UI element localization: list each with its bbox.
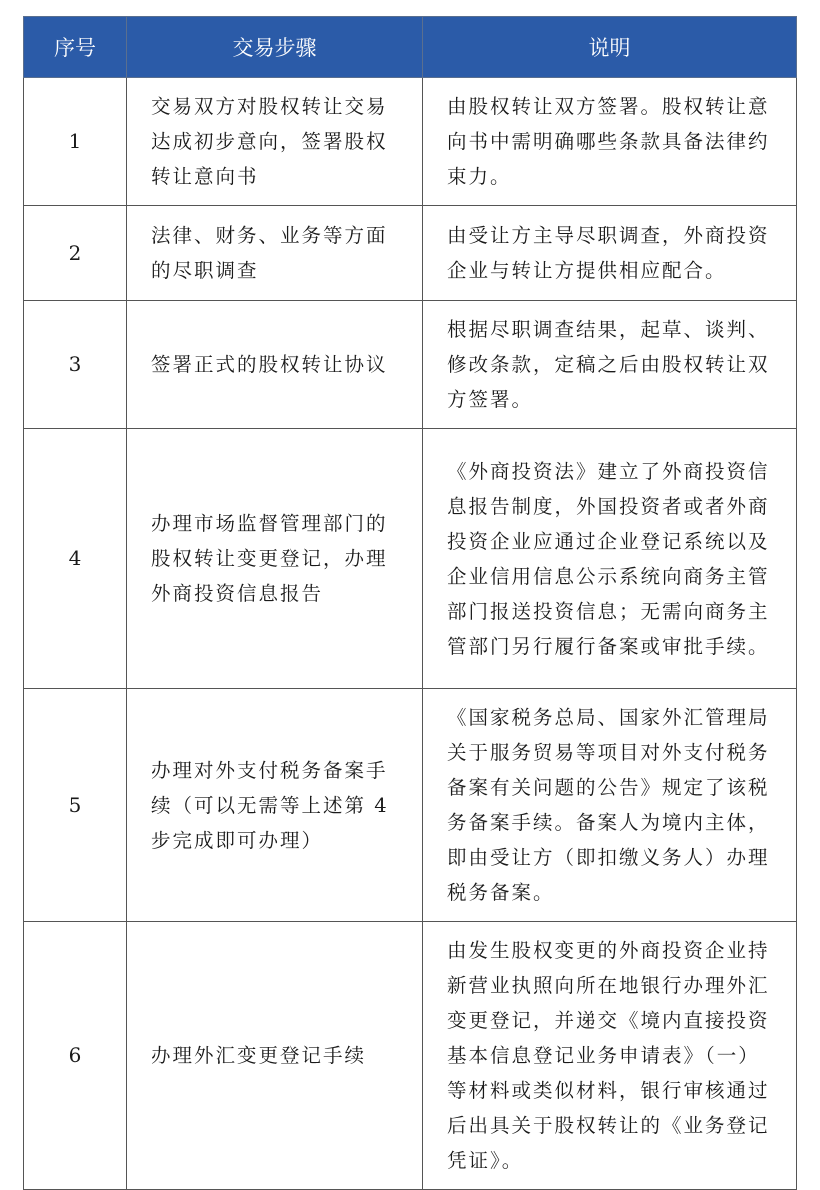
row-step: 签署正式的股权转让协议 <box>127 301 423 429</box>
row-note: 由发生股权变更的外商投资企业持新营业执照向所在地银行办理外汇变更登记，并递交《境内直接投资基本信息登记业务申请表》（一）等材料或类似材料，银行审核通过后出具关于股权转让的《业务登记凭证》。 <box>423 922 797 1190</box>
row-step: 办理对外支付税务备案手续（可以无需等上述第 4 步完成即可办理） <box>127 689 423 922</box>
table-row <box>24 689 797 922</box>
row-note: 由股权转让双方签署。股权转让意向书中需明确哪些条款具备法律约束力。 <box>423 78 797 206</box>
header-note: 说明 <box>423 17 797 78</box>
header-step: 交易步骤 <box>127 17 423 78</box>
table-row <box>24 429 797 689</box>
header-row <box>24 17 797 78</box>
table-row <box>24 301 797 429</box>
row-step: 法律、财务、业务等方面的尽职调查 <box>127 206 423 301</box>
row-num: 2 <box>24 206 127 301</box>
table-row <box>24 78 797 206</box>
row-note: 《国家税务总局、国家外汇管理局关于服务贸易等项目对外支付税务备案有关问题的公告》规定了该税务备案手续。备案人为境内主体，即由受让方（即扣缴义务人）办理税务备案。 <box>423 689 797 922</box>
steps-table <box>23 16 797 1190</box>
row-num: 6 <box>24 922 127 1190</box>
steps-table-container <box>23 16 796 1190</box>
header-num: 序号 <box>24 17 127 78</box>
row-note: 根据尽职调查结果，起草、谈判、修改条款，定稿之后由股权转让双方签署。 <box>423 301 797 429</box>
row-num: 5 <box>24 689 127 922</box>
row-num: 1 <box>24 78 127 206</box>
row-note: 由受让方主导尽职调查，外商投资企业与转让方提供相应配合。 <box>423 206 797 301</box>
row-step: 交易双方对股权转让交易达成初步意向，签署股权转让意向书 <box>127 78 423 206</box>
row-step: 办理市场监督管理部门的股权转让变更登记，办理外商投资信息报告 <box>127 429 423 689</box>
table-body <box>24 78 797 1190</box>
table-row <box>24 922 797 1190</box>
row-step: 办理外汇变更登记手续 <box>127 922 423 1190</box>
table-row <box>24 206 797 301</box>
table-header <box>24 17 797 78</box>
row-num: 3 <box>24 301 127 429</box>
row-num: 4 <box>24 429 127 689</box>
row-note: 《外商投资法》建立了外商投资信息报告制度，外国投资者或者外商投资企业应通过企业登记系统以及企业信用信息公示系统向商务主管部门报送投资信息；无需向商务主管部门另行履行备案或审批手续。 <box>423 429 797 689</box>
